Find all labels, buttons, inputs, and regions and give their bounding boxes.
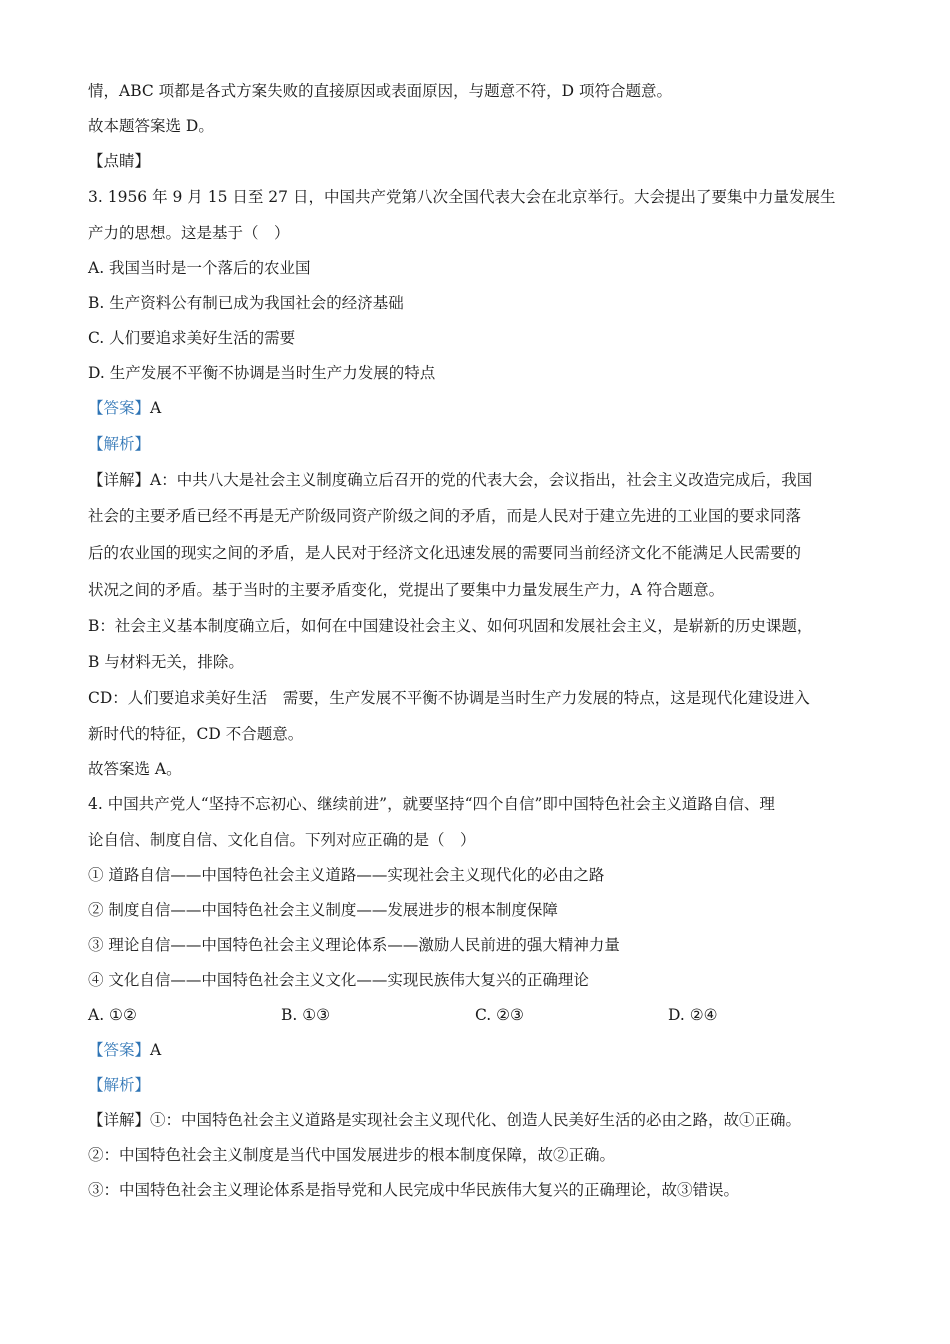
- question-4-item-2: ② 制度自信——中国特色社会主义制度——发展进步的根本制度保障: [88, 901, 558, 919]
- detail-line: 社会的主要矛盾已经不再是无产阶级同资产阶级之间的矛盾，而是人民对于建立先进的工业国的要求同落: [88, 507, 802, 525]
- question-3-answer: [88, 398, 161, 418]
- detail-line: 状况之间的矛盾。基于当时的主要矛盾变化，党提出了要集中力量发展生产力，A 符合题意。: [88, 581, 725, 599]
- detail-line: CD：人们要追求美好生活 需要，生产发展不平衡不协调是当时生产力发展的特点，这是现代化建设进入: [88, 689, 810, 707]
- detail-line: B 与材料无关，排除。: [88, 653, 244, 671]
- question-4-option-c: C. ②③: [475, 1006, 524, 1024]
- text-line: 故本题答案选 D。: [88, 117, 214, 135]
- question-4-item-1: ① 道路自信——中国特色社会主义道路——实现社会主义现代化的必由之路: [88, 866, 605, 884]
- question-4-analysis-tag: 【解析】: [88, 1076, 151, 1094]
- dianjing-heading: 【点睛】: [88, 152, 151, 170]
- detail-line: 新时代的特征，CD 不合题意。: [88, 725, 304, 743]
- question-3-option-d: D. 生产发展不平衡不协调是当时生产力发展的特点: [88, 364, 436, 382]
- question-4-answer: [88, 1040, 161, 1060]
- answer-value: A: [150, 399, 162, 417]
- text-line: 情，ABC 项都是各式方案失败的直接原因或表面原因，与题意不符，D 项符合题意。: [88, 82, 673, 100]
- answer-value: A: [150, 1041, 162, 1059]
- question-4-option-d: D. ②④: [668, 1006, 718, 1024]
- detail-line: 【详解】①：中国特色社会主义道路是实现社会主义现代化、创造人民美好生活的必由之路，故①正确。: [88, 1111, 802, 1129]
- answer-tag: 【答案】: [88, 399, 151, 417]
- question-3-stem-cont: 产力的思想。这是基于（ ）: [88, 224, 290, 242]
- question-3-stem: 3. 1956 年 9 月 15 日至 27 日，中国共产党第八次全国代表大会在北京举行。大会提出了要集中力量发展生: [88, 188, 836, 206]
- detail-line: 后的农业国的现实之间的矛盾，是人民对于经济文化迅速发展的需要同当前经济文化不能满足人民需要的: [88, 544, 802, 562]
- answer-tag: 【答案】: [88, 1041, 151, 1059]
- question-4-option-a: A. ①②: [88, 1006, 137, 1024]
- question-3-analysis-tag: 【解析】: [88, 435, 151, 453]
- question-4-item-4: ④ 文化自信——中国特色社会主义文化——实现民族伟大复兴的正确理论: [88, 971, 589, 989]
- detail-line: ③：中国特色社会主义理论体系是指导党和人民完成中华民族伟大复兴的正确理论，故③错误。: [88, 1181, 740, 1199]
- question-4-stem-cont: 论自信、制度自信、文化自信。下列对应正确的是（ ）: [88, 831, 476, 849]
- question-4-option-b: B. ①③: [281, 1006, 331, 1024]
- detail-line: ②：中国特色社会主义制度是当代中国发展进步的根本制度保障，故②正确。: [88, 1146, 616, 1164]
- question-3-option-b: B. 生产资料公有制已成为我国社会的经济基础: [88, 294, 404, 312]
- detail-line: 故答案选 A。: [88, 760, 182, 778]
- question-4-stem: 4. 中国共产党人“坚持不忘初心、继续前进”，就要坚持“四个自信”即中国特色社会主义道路自信、理: [88, 795, 775, 813]
- detail-line: B：社会主义基本制度确立后，如何在中国建设社会主义、如何巩固和发展社会主义，是崭新的历史课题，: [88, 617, 813, 635]
- question-3-option-a: A. 我国当时是一个落后的农业国: [88, 259, 311, 277]
- question-4-item-3: ③ 理论自信——中国特色社会主义理论体系——激励人民前进的强大精神力量: [88, 936, 620, 954]
- question-3-option-c: C. 人们要追求美好生活的需要: [88, 329, 296, 347]
- detail-line: 【详解】A：中共八大是社会主义制度确立后召开的党的代表大会，会议指出，社会主义改造完成后，我国: [88, 471, 813, 489]
